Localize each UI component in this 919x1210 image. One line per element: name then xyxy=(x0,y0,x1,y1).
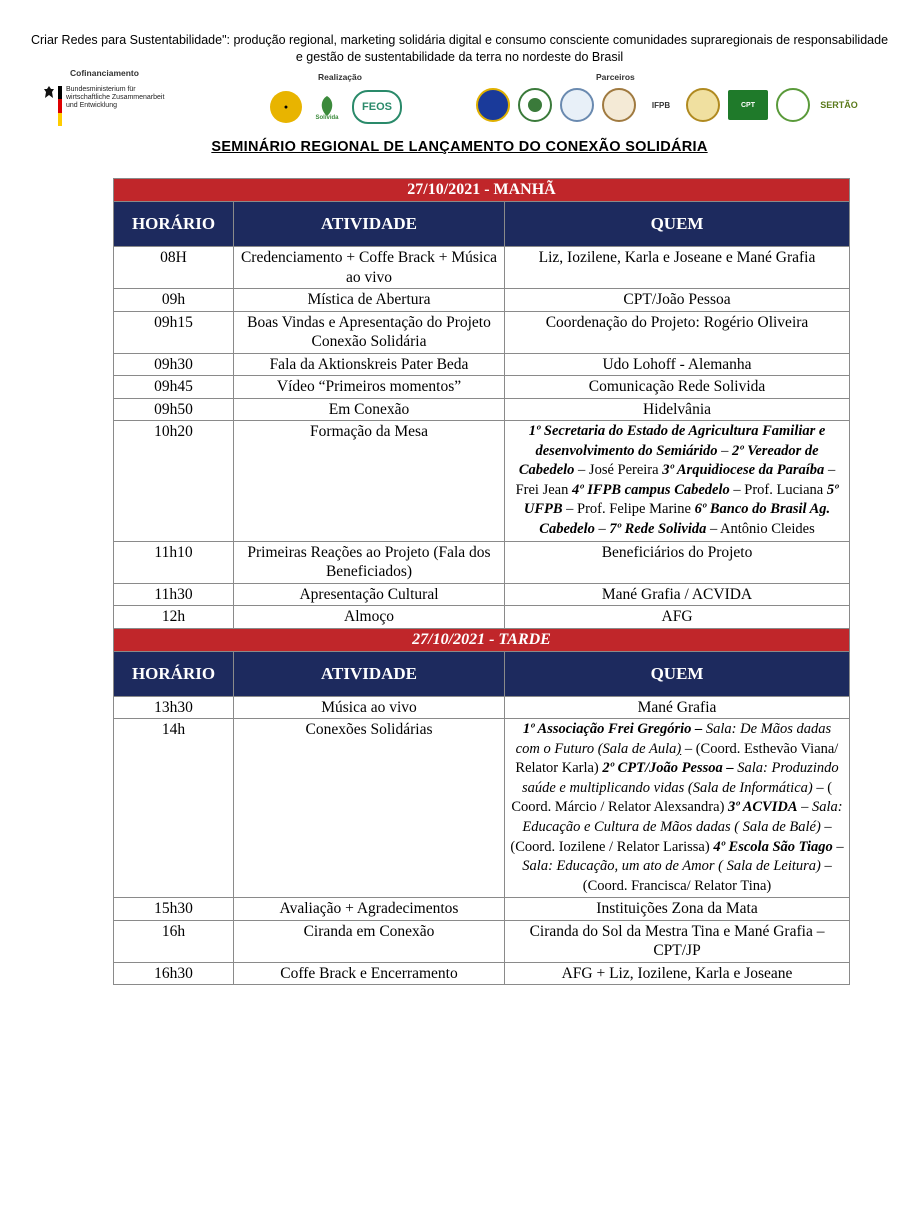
activity-cell: Coffe Brack e Encerramento xyxy=(234,962,505,985)
activity-cell: Conexões Solidárias xyxy=(234,719,505,898)
activity-cell: Ciranda em Conexão xyxy=(234,920,505,962)
time-cell: 11h10 xyxy=(114,541,234,583)
who-entry xyxy=(609,521,814,537)
who-entry-org: 2º CPT/João Pessoa – xyxy=(602,760,734,777)
table-row xyxy=(114,696,850,719)
who-entry-org: 1º Associação Frei Gregório – xyxy=(522,721,703,738)
who-cell: Beneficiários do Projeto xyxy=(505,541,850,583)
time-cell: 12h xyxy=(114,606,234,629)
who-entry-detail: – Antônio Cleides xyxy=(706,520,815,537)
table-row xyxy=(114,606,850,629)
table-row xyxy=(114,353,850,376)
who-entry-org: 3º ACVIDA xyxy=(728,799,798,816)
who-cell xyxy=(505,421,850,542)
schedule-table xyxy=(113,178,850,985)
table-row xyxy=(114,920,850,962)
activity-cell: Almoço xyxy=(234,606,505,629)
partner-1-logo-icon xyxy=(476,88,510,122)
quem-header: QUEM xyxy=(505,202,850,247)
time-cell: 10h20 xyxy=(114,421,234,542)
ministry-logo xyxy=(44,86,164,126)
who-entry-detail: (Coord. Francisca/ Relator Tina) xyxy=(582,877,772,894)
who-cell: Hidelvânia xyxy=(505,398,850,421)
who-entry-org: 7º Rede Solivida xyxy=(609,520,707,537)
table-row xyxy=(114,289,850,312)
who-entry-org: 4º Escola São Tiago xyxy=(713,838,833,855)
activity-cell: Credenciamento + Coffe Brack + Música ao vivo xyxy=(234,247,505,289)
who-entry xyxy=(572,482,823,498)
who-entry-mark: ) xyxy=(676,740,682,757)
table-row xyxy=(114,541,850,583)
header-line-2: e gestão de sustentabilidade da terra no nordeste do Brasil xyxy=(295,50,624,64)
who-cell: Comunicação Rede Solivida xyxy=(505,376,850,399)
schedule-body xyxy=(114,179,850,985)
activity-cell: Avaliação + Agradecimentos xyxy=(234,898,505,921)
time-cell: 15h30 xyxy=(114,898,234,921)
cofinanciamento-label: Cofinanciamento xyxy=(70,68,139,78)
time-cell: 16h30 xyxy=(114,962,234,985)
activity-cell: Primeiras Reações ao Projeto (Fala dos Beneficiados) xyxy=(234,541,505,583)
time-cell: 11h30 xyxy=(114,583,234,606)
svg-text:Solivida: Solivida xyxy=(315,115,339,120)
who-entry-org: 6º Banco do Brasil Ag. Cabedelo xyxy=(539,501,831,537)
who-cell: Mané Grafia xyxy=(505,696,850,719)
cpt-logo-icon: CPT xyxy=(728,90,768,120)
activity-cell: Vídeo “Primeiros momentos” xyxy=(234,376,505,399)
table-row xyxy=(114,247,850,289)
eagle-icon xyxy=(44,86,54,98)
feos-logo-icon: FEOS xyxy=(352,90,402,124)
who-cell: Coordenação do Projeto: Rogério Oliveira xyxy=(505,311,850,353)
morning-section-row xyxy=(114,179,850,202)
activity-cell: Apresentação Cultural xyxy=(234,583,505,606)
afternoon-section-heading: 27/10/2021 - TARDE xyxy=(114,628,850,651)
who-cell: Udo Lohoff - Alemanha xyxy=(505,353,850,376)
table-row xyxy=(114,719,850,898)
realizacao-label: Realização xyxy=(318,72,362,82)
horario-header: HORÁRIO xyxy=(114,202,234,247)
who-cell xyxy=(505,719,850,898)
who-entry-org: 2º Vereador de Cabedelo xyxy=(518,442,819,479)
ministry-line-1: Bundesministerium für xyxy=(66,86,136,93)
who-cell: AFG + Liz, Iozilene, Karla e Joseane xyxy=(505,962,850,985)
parceiros-logos xyxy=(476,88,868,122)
who-entry-detail: – xyxy=(717,442,729,459)
realizacao-logos xyxy=(270,90,410,124)
table-row xyxy=(114,376,850,399)
afternoon-section-row xyxy=(114,628,850,651)
who-cell: CPT/João Pessoa xyxy=(505,289,850,312)
who-cell: Liz, Iozilene, Karla e Joseane e Mané Grafia xyxy=(505,247,850,289)
german-flag-icon xyxy=(58,86,62,126)
who-cell: Mané Grafia / ACVIDA xyxy=(505,583,850,606)
who-entry-detail: – Prof. Felipe Marine xyxy=(562,501,691,518)
table-row xyxy=(114,583,850,606)
table-row xyxy=(114,898,850,921)
ministry-line-2: wirtschaftliche Zusammenarbeit xyxy=(66,94,165,101)
morning-column-header-row xyxy=(114,202,850,247)
solivida-logo-icon xyxy=(310,92,344,122)
partner-6-logo-icon xyxy=(686,88,720,122)
who-cell: Instituições Zona da Mata xyxy=(505,898,850,921)
table-row xyxy=(114,398,850,421)
afternoon-column-header-row xyxy=(114,651,850,696)
who-cell: Ciranda do Sol da Mestra Tina e Mané Grafia – CPT/JP xyxy=(505,920,850,962)
parceiros-label: Parceiros xyxy=(596,72,635,82)
morning-section-heading: 27/10/2021 - MANHÃ xyxy=(114,179,850,202)
activity-cell: Formação da Mesa xyxy=(234,421,505,542)
who-entry-room: Sala: De Mãos dadas com o Futuro (Sala de Aula xyxy=(515,721,832,757)
time-cell: 09h15 xyxy=(114,311,234,353)
sertao-logo-icon: SERTÃO xyxy=(818,92,860,118)
who-entry-org: 1º Secretaria do Estado de Agricultura Familiar e desenvolvimento do Semiárido xyxy=(528,423,826,459)
time-cell: 16h xyxy=(114,920,234,962)
activity-cell: Em Conexão xyxy=(234,398,505,421)
time-cell: 09h45 xyxy=(114,376,234,399)
who-entry-detail: ( Coord. Márcio / Relator Alexsandra) xyxy=(511,779,833,816)
time-cell: 09h50 xyxy=(114,398,234,421)
table-row xyxy=(114,962,850,985)
horario-header: HORÁRIO xyxy=(114,651,234,696)
activity-cell: Música ao vivo xyxy=(234,696,505,719)
time-cell: 14h xyxy=(114,719,234,898)
who-entry-detail: – Frei Jean xyxy=(515,462,836,498)
partner-4-logo-icon xyxy=(602,88,636,122)
who-entry-detail: – José Pereira xyxy=(574,462,659,479)
who-cell: AFG xyxy=(505,606,850,629)
document-header xyxy=(0,32,919,66)
who-entry-detail: – Prof. Luciana xyxy=(729,481,824,498)
who-entry-detail: – xyxy=(594,520,606,537)
atividade-header: ATIVIDADE xyxy=(234,651,505,696)
partner-2-logo-icon xyxy=(518,88,552,122)
who-entry-detail: – (Coord. Esthevão Viana/ Relator Karla) xyxy=(515,740,839,777)
page-title: SEMINÁRIO REGIONAL DE LANÇAMENTO DO CONEXÃO SOLIDÁRIA xyxy=(211,139,708,155)
activity-cell: Fala da Aktionskreis Pater Beda xyxy=(234,353,505,376)
time-cell: 09h xyxy=(114,289,234,312)
time-cell: 08H xyxy=(114,247,234,289)
partner-8-logo-icon xyxy=(776,88,810,122)
who-entry-org: 4º IFPB campus Cabedelo xyxy=(571,481,730,498)
header-line-1: Criar Redes para Sustentabilidade": produção regional, marketing solidária digital e consumo consciente comunidades supraregionais de responsabilidade xyxy=(30,33,889,47)
who-entry-room: – Sala: Educação e Cultura de Mãos dadas ( Sala de Balé) – xyxy=(522,799,843,836)
activity-cell: Mística de Abertura xyxy=(234,289,505,312)
table-row xyxy=(114,311,850,353)
who-entry-org: 3º Arquidiocese da Paraíba xyxy=(662,462,825,479)
who-entry-room: – Sala: Educação, um ato de Amor ( Sala de Leitura) – xyxy=(522,838,844,875)
ministry-line-3: und Entwicklung xyxy=(66,102,117,109)
activity-cell: Boas Vindas e Apresentação do Projeto Conexão Solidária xyxy=(234,311,505,353)
who-entry-org: 5º UFPB xyxy=(523,481,839,518)
atividade-header: ATIVIDADE xyxy=(234,202,505,247)
time-cell: 09h30 xyxy=(114,353,234,376)
quem-header: QUEM xyxy=(505,651,850,696)
afg-logo-icon: ● xyxy=(270,91,302,123)
who-entry-room: Sala: Produzindo saúde e multiplicando vidas (Sala de Informática) – xyxy=(521,760,839,796)
partner-5-logo-icon: IFPB xyxy=(644,92,678,118)
partner-3-logo-icon xyxy=(560,88,594,122)
who-entry-detail: (Coord. Iozilene / Relator Larissa) xyxy=(510,838,710,855)
time-cell: 13h30 xyxy=(114,696,234,719)
table-row xyxy=(114,421,850,542)
